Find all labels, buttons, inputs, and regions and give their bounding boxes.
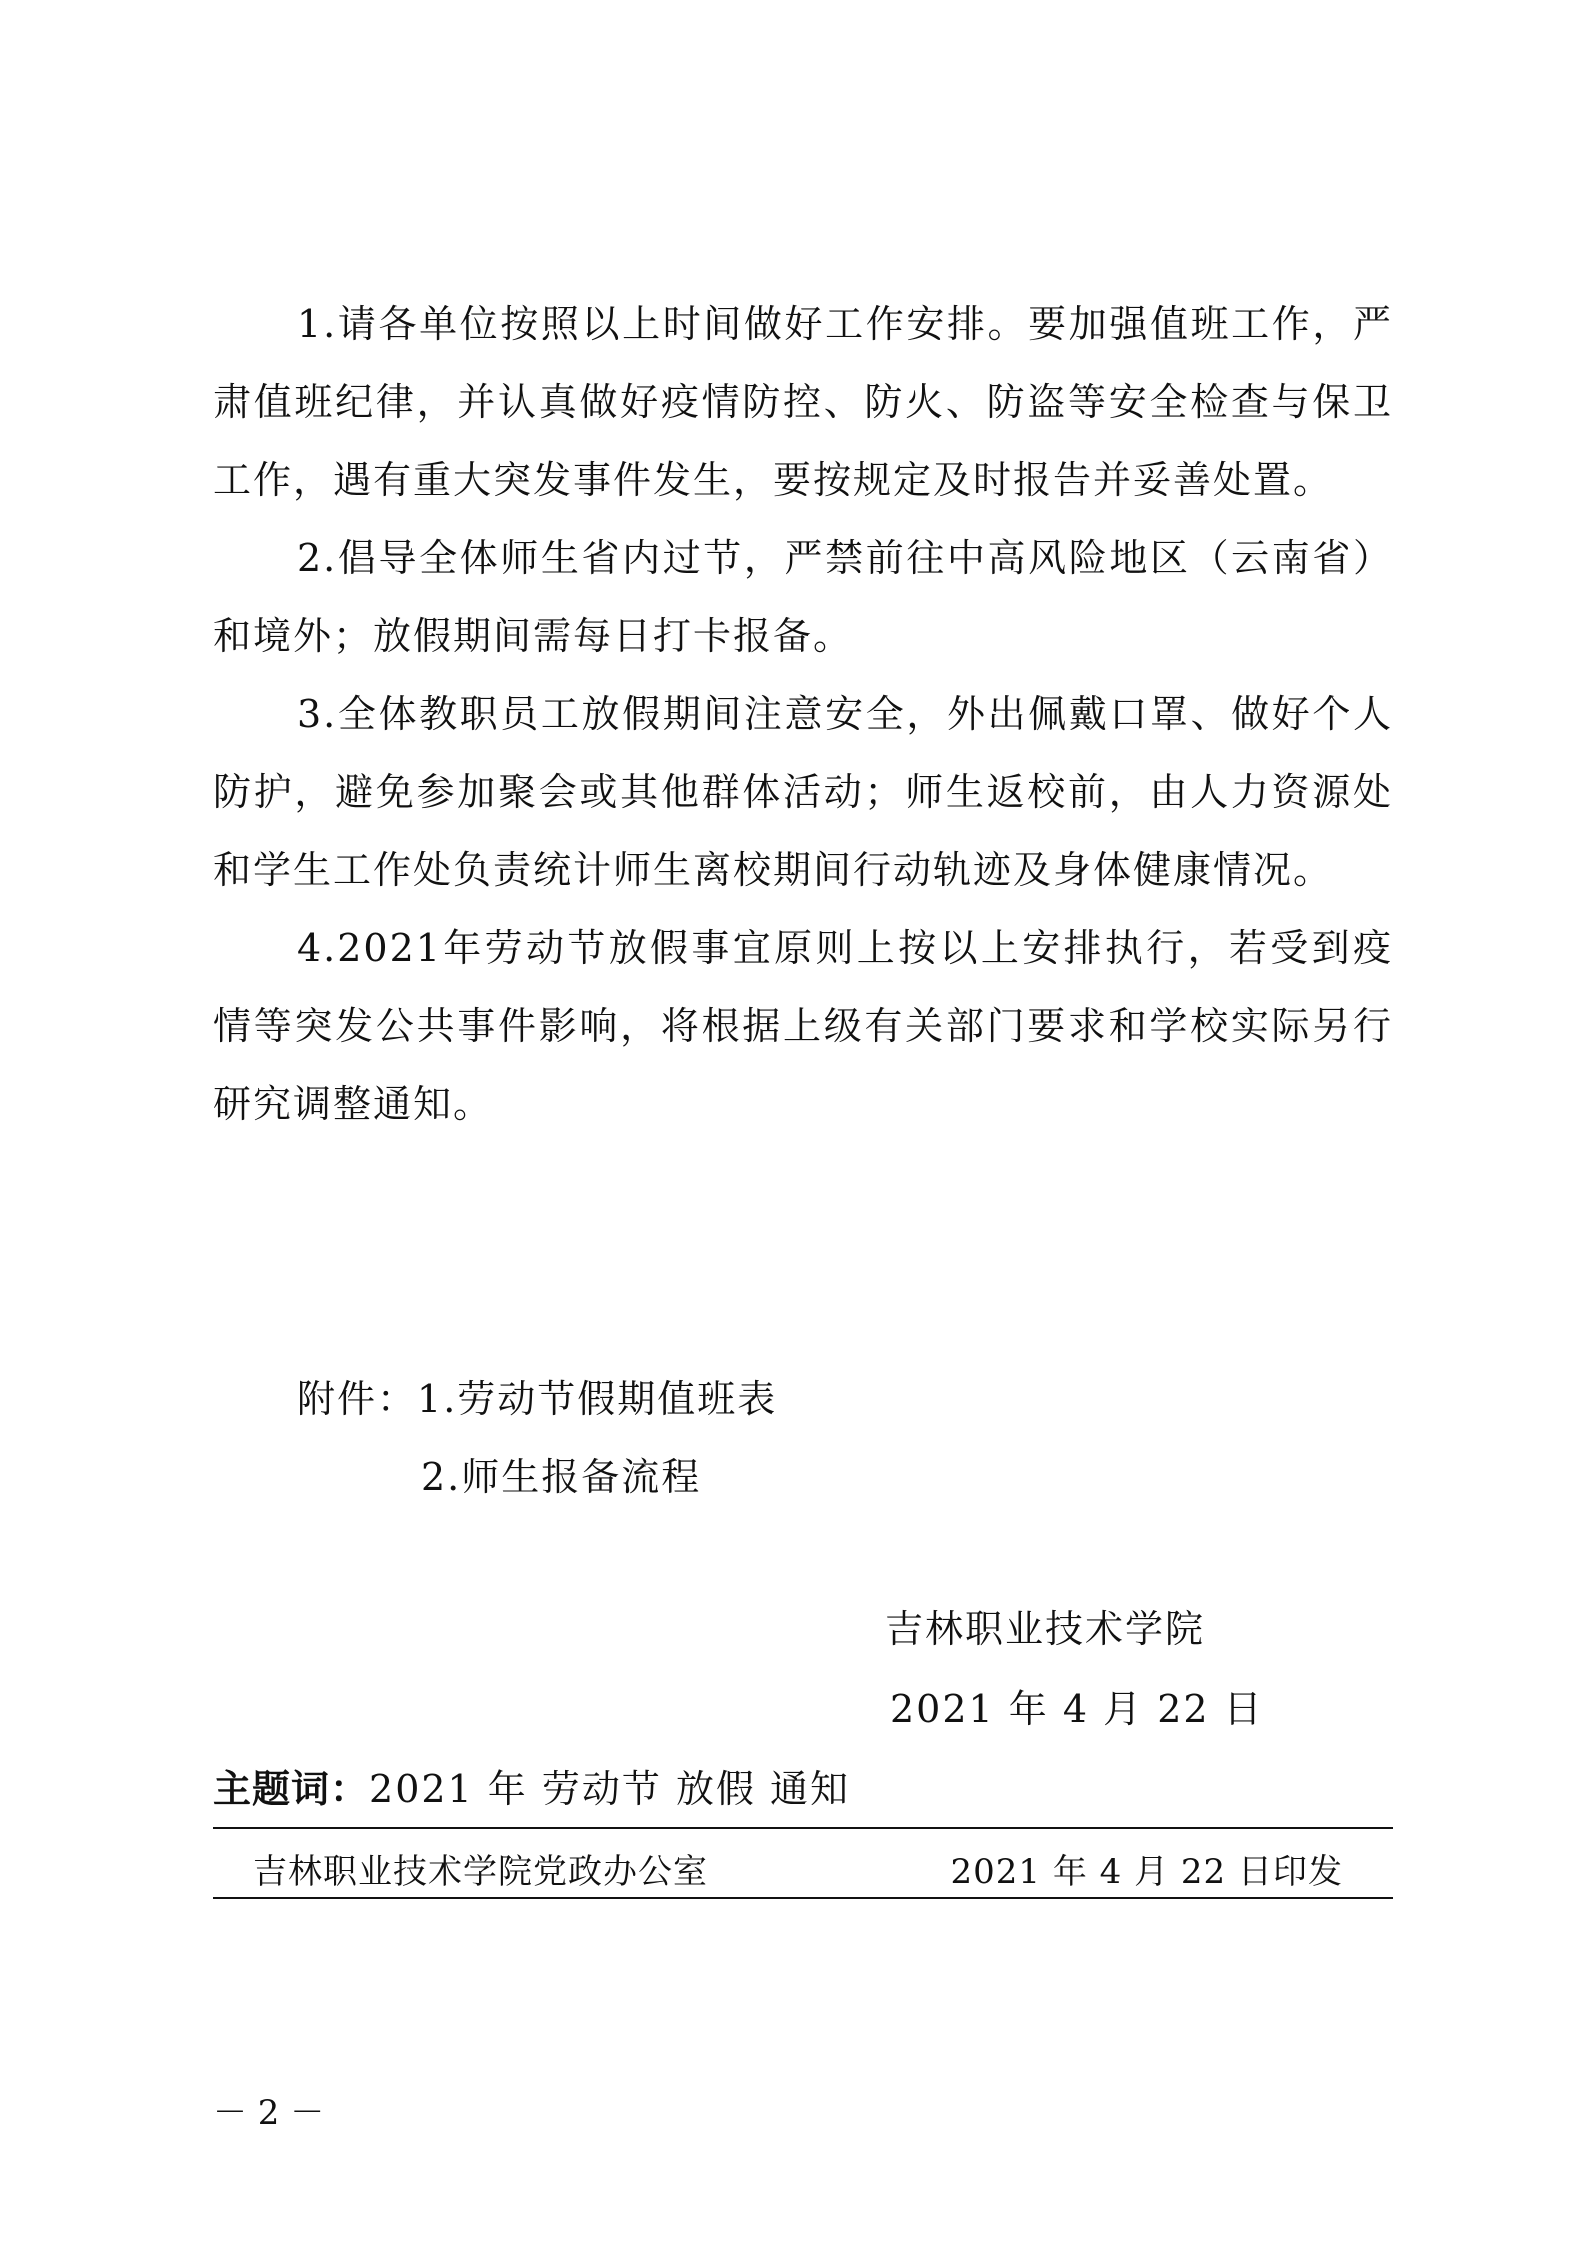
keywords-label: 主题词： xyxy=(213,1767,370,1811)
paragraph-2: 2.倡导全体师生省内过节，严禁前往中高风险地区（云南省）和境外；放假期间需每日打卡报备。 xyxy=(213,536,1393,658)
notice-body xyxy=(213,285,1393,1143)
attachment-item-1: 1.劳动节假期值班表 xyxy=(417,1377,778,1421)
paragraph-1: 1.请各单位按照以上时间做好工作安排。要加强值班工作，严肃值班纪律，并认真做好疫情防控、防火、防盗等安全检查与保卫工作，遇有重大突发事件发生，要按规定及时报告并妥善处置。 xyxy=(213,302,1393,502)
attachments-block xyxy=(297,1360,777,1516)
signature-date: 2021 年 4 月 22 日 xyxy=(890,1687,1264,1731)
footer-top-rule xyxy=(213,1827,1393,1829)
paragraph-4: 4.2021年劳动节放假事宜原则上按以上安排执行，若受到疫情等突发公共事件影响，将根据上级有关部门要求和学校实际另行研究调整通知。 xyxy=(213,926,1393,1126)
keywords-value: 2021 年 劳动节 放假 通知 xyxy=(369,1767,851,1811)
issuance-footer xyxy=(213,1834,1393,1894)
attachment-item-1-line xyxy=(297,1360,777,1438)
page-number: － 2 － xyxy=(213,2093,325,2133)
attachments-label: 附件： xyxy=(297,1377,418,1421)
footer-bottom-rule xyxy=(213,1897,1393,1899)
attachment-item-2: 2.师生报备流程 xyxy=(421,1455,702,1499)
issue-date: 2021 年 4 月 22 日印发 xyxy=(950,1852,1343,1892)
issuing-office: 吉林职业技术学院党政办公室 xyxy=(253,1852,708,1892)
paragraph-3: 3.全体教职员工放假期间注意安全，外出佩戴口罩、做好个人防护，避免参加聚会或其他群体活动；师生返校前，由人力资源处和学生工作处负责统计师生离校期间行动轨迹及身体健康情况。 xyxy=(213,692,1393,892)
keywords-line xyxy=(213,1758,850,1813)
signature-organization: 吉林职业技术学院 xyxy=(885,1607,1206,1651)
